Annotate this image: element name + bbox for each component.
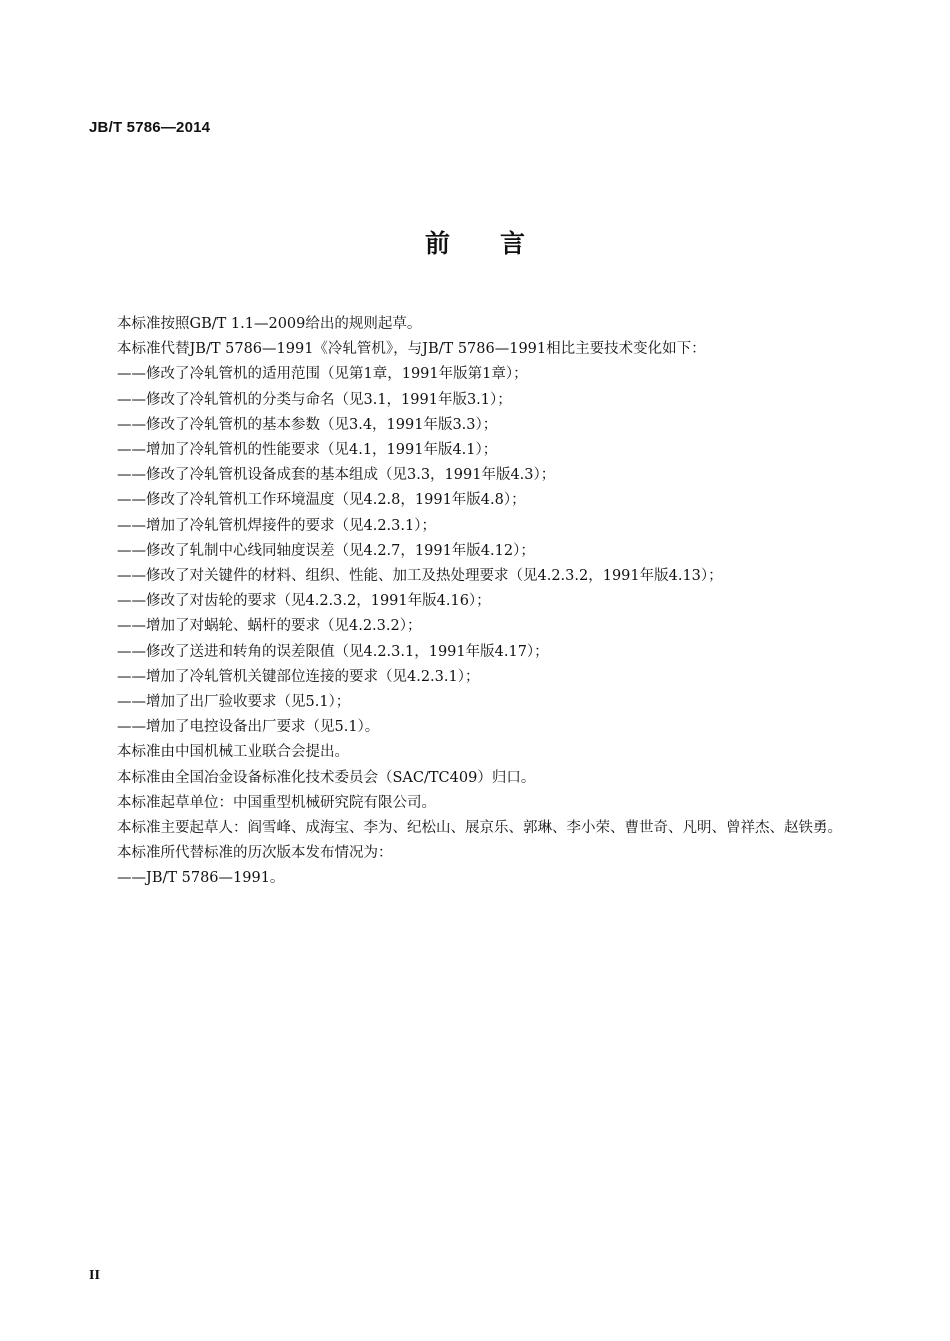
paragraph: 本标准所代替标准的历次版本发布情况为： bbox=[117, 845, 393, 862]
change-item: ——增加了对蜗轮、蜗杆的要求（见4.2.3.2）； bbox=[117, 618, 422, 635]
paragraph: 本标准由全国冶金设备标准化技术委员会（SAC/TC409）归口。 bbox=[117, 769, 536, 786]
paragraph: 本标准代替JB/T 5786—1991《冷轧管机》，与JB/T 5786—1991相比主要技术变化如下： bbox=[117, 341, 706, 358]
change-item: ——修改了冷轧管机的适用范围（见第1章，1991年版第1章）； bbox=[117, 366, 528, 383]
foreword-body bbox=[88, 312, 858, 892]
page-title: 前言 bbox=[424, 229, 575, 258]
paragraph: 本标准由中国机械工业联合会提出。 bbox=[117, 744, 349, 761]
change-item: ——增加了出厂验收要求（见5.1）； bbox=[117, 694, 351, 711]
change-item: ——增加了冷轧管机的性能要求（见4.1，1991年版4.1）； bbox=[117, 442, 498, 459]
standard-code: JB/T 5786—2014 bbox=[89, 119, 211, 136]
change-item: ——修改了对关键件的材料、组织、性能、加工及热处理要求（见4.2.3.2，1991年版4.13）； bbox=[117, 568, 723, 585]
page-number: II bbox=[89, 1268, 100, 1283]
change-item: ——修改了冷轧管机的分类与命名（见3.1，1991年版3.1）； bbox=[117, 391, 512, 408]
change-item: ——JB/T 5786—1991。 bbox=[117, 870, 285, 887]
paragraph: 本标准按照GB/T 1.1—2009给出的规则起草。 bbox=[117, 316, 422, 332]
change-item: ——增加了电控设备出厂要求（见5.1）。 bbox=[117, 719, 380, 736]
change-item: ——修改了冷轧管机设备成套的基本组成（见3.3，1991年版4.3）； bbox=[117, 467, 556, 484]
change-item: ——修改了轧制中心线同轴度误差（见4.2.7，1991年版4.12）； bbox=[117, 542, 535, 559]
change-item: ——增加了冷轧管机焊接件的要求（见4.2.3.1）； bbox=[117, 517, 436, 534]
paragraph: 本标准主要起草人：阎雪峰、成海宝、李为、纪松山、展京乐、郭琳、李小荣、曹世奇、凡明、曾祥杰、赵铁勇。 bbox=[117, 820, 842, 837]
paragraph: 本标准起草单位：中国重型机械研究院有限公司。 bbox=[117, 794, 436, 811]
change-item: ——修改了对齿轮的要求（见4.2.3.2，1991年版4.16）； bbox=[117, 593, 491, 610]
change-item: ——修改了送进和转角的误差限值（见4.2.3.1，1991年版4.17）； bbox=[117, 643, 549, 660]
change-item: ——修改了冷轧管机的基本参数（见3.4，1991年版3.3）； bbox=[117, 416, 498, 433]
change-item: ——修改了冷轧管机工作环境温度（见4.2.8，1991年版4.8）； bbox=[117, 492, 526, 509]
change-item: ——增加了冷轧管机关键部位连接的要求（见4.2.3.1）； bbox=[117, 668, 480, 685]
